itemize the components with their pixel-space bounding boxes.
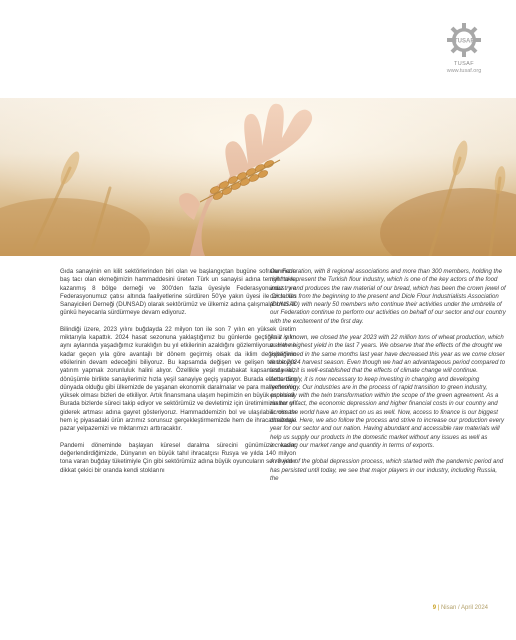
footer-separator: | — [437, 605, 440, 611]
issue-date: Nisan / April 2024 — [440, 605, 488, 611]
turkish-paragraph-2: Bilindiği üzere, 2023 yılını buğdayda 22 milyon ton ile son 7 yılın en yüksek üretim miktarıyla kapattık. 2024 hasat sezonuna yaklaştığımız bu günlerde geçtiğimiz yılın aynı aylarında yaşadığımız kuraklığın bu yıl etkilerinin azaldığını gözlemliyoruz. Her ne kadar geçen yıla göre avantajlı bir dönem geçirmiş olsak da iklim değişikliğinin etkilerinin devam edeceğini biliyoruz. Bu kapsamda değişen ve gelişen teknolojiye yatırım yapmak zorunluluk halini alıyor. Özellikle yeşil mutabakat kapsamında ikiz dönüşümle birlikte sanayilerimiz hızla yeşil sanayiye geçiş yapıyor. Burada elbette tüm dünyada olduğu gibi ülkemizde de yaşanan ekonomik daralmalar ve para maliyetlerinin yüksek olması bizleri de etkiliyor. Artık finansmana ulaşım hepimizin en büyük problemi. Burada bizlerde süreci takip ediyor ve sektörümüz ve devletimiz için üretimimizin her yıl giderek artması adına gayret gösteriyoruz. Hammaddemizin bol ve ulaşılabilir olması hem iç piyasadaki ürün arzımız sorunsuz gerçekleştirmemizde hem de ihracatımızdaki pazar yelpazemizi ve miktarımızı arttıracaktır. — [60, 325, 296, 433]
page-footer — [433, 605, 488, 611]
turkish-paragraph-3: Pandemi döneminde başlayan küresel daralma sürecini günümüze kadar değerlendirdiğimizde, Dünyanın en büyük tahıl ihracatçısı Rusya ve yılda 140 milyon tona varan buğday tüketimiyle Çin gibi sektörümüz adına büyük oyuncuların son 3 yıldır dikkat çekici bir oranda kendi stoklarını — [60, 441, 296, 474]
logo-brand-text: TUSAF — [453, 61, 475, 67]
tusaf-gear-emblem-icon — [446, 22, 482, 58]
wheat-hand-illustration — [0, 98, 516, 256]
wheat-hand-photo — [0, 98, 516, 256]
english-paragraph-3: A review of the global depression process, which started with the pandemic period and has persisted until today, we see that major players in our industry, including Russia, the — [270, 458, 504, 482]
logo-url-text: www.tusaf.org — [446, 68, 482, 74]
turkish-text-column — [60, 268, 296, 483]
page-number: 9 — [432, 605, 437, 611]
turkish-paragraph-1: Gıda sanayinin en kilit sektörlerinden biri olan ve başlangıçtan bugüne sofralarımızın baş tacı olan ekmeğimizin hammaddesini üreten Türk un sanayisi adına temsil hakkı kazanmış 8 bölge derneği ve 300'den fazla üyesiyle Federasyonumuz ve Federasyonumuz çatısı altında faaliyetlerine sürdüren 50'ye yakın üyesi ile Dicle Un Sanayicileri Derneği (DUNSAD) olarak sektörümüz ve ülkemiz adına çalışmalarımızı ilk günkü heyecanla sürdürmeye devam ediyoruz. — [60, 268, 296, 317]
english-text-column — [270, 268, 506, 491]
english-paragraph-2: As it is known, we closed the year 2023 with 22 million tons of wheat production, which was the highest yield in the last 7 years. We observe that the effects of the drought we experienced in the same months last year have decreased this year as we come closer to the 2024 harvest season. Even though we had an advantageous period compared to last year, it is well-established that the effects of climate change will continue. Accordingly, it is now necessary to keep investing in changing and developing technology. Our industries are in the process of rapid transition to green industry, especially with the twin transformation within the scope of the green agreement. As a matter of fact, the economic depression and higher financial costs in our country and across the world have an impact on us as well. Now, access to finance is our biggest challenge. Here, we also follow the process and strive to increase our production every year for our sector and our nation. Having abundant and accessible raw materials will help us supply our products in the domestic market without any issues as well as increasing our market range and quantity in terms of exports. — [270, 334, 506, 449]
svg-text:TUSAF: TUSAF — [454, 38, 474, 45]
english-paragraph-1: Our Federation, with 8 regional associations and more than 300 members, holding the right to represent the Turkish flour industry, which is one of the key actors of the food industry and produces the raw material of our bread, which has been the crown jewel of our tables from the beginning to the present and Dicle Flour Industrialists Association (DUNSAD) with nearly 50 members who continue their activities under the umbrella of our Federation continue to perform our activities on behalf of our sector and our country with the excitement of the first day. — [270, 268, 506, 325]
tusaf-logo — [428, 22, 500, 74]
